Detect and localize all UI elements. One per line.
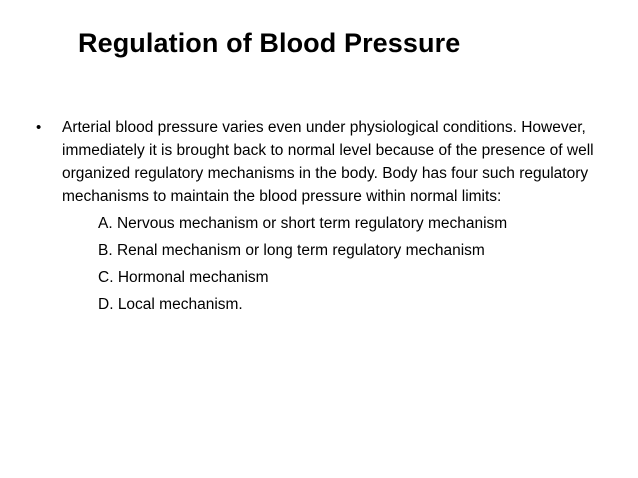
paragraph-text: Arterial blood pressure varies even under physiological conditions. However, immediately it is brought back to normal level because of the presence of well organized regulatory mechanisms in the body. Body has four such regulatory mechanisms to maintain the blood pressure within normal limits: xyxy=(62,119,594,205)
list-item xyxy=(98,239,602,263)
list-item-text: Nervous mechanism or short term regulatory mechanism xyxy=(116,215,508,232)
bullet-paragraph xyxy=(62,116,602,320)
list-item-letter: C. xyxy=(98,269,114,286)
list-item-letter: B. xyxy=(98,242,113,259)
mechanism-list xyxy=(98,212,602,317)
list-item-text: Hormonal mechanism xyxy=(117,269,269,286)
list-item-text: Local mechanism. xyxy=(117,296,243,313)
bullet-icon: • xyxy=(36,119,42,136)
list-item-letter: A. xyxy=(98,215,113,232)
list-item xyxy=(98,266,602,290)
list-item-text: Renal mechanism or long term regulatory mechanism xyxy=(116,242,485,259)
slide-title: Regulation of Blood Pressure xyxy=(78,28,461,58)
list-item xyxy=(98,293,602,317)
bullet-item xyxy=(36,116,616,320)
slide-content xyxy=(36,116,616,320)
list-item xyxy=(98,212,602,236)
list-item-letter: D. xyxy=(98,296,114,313)
